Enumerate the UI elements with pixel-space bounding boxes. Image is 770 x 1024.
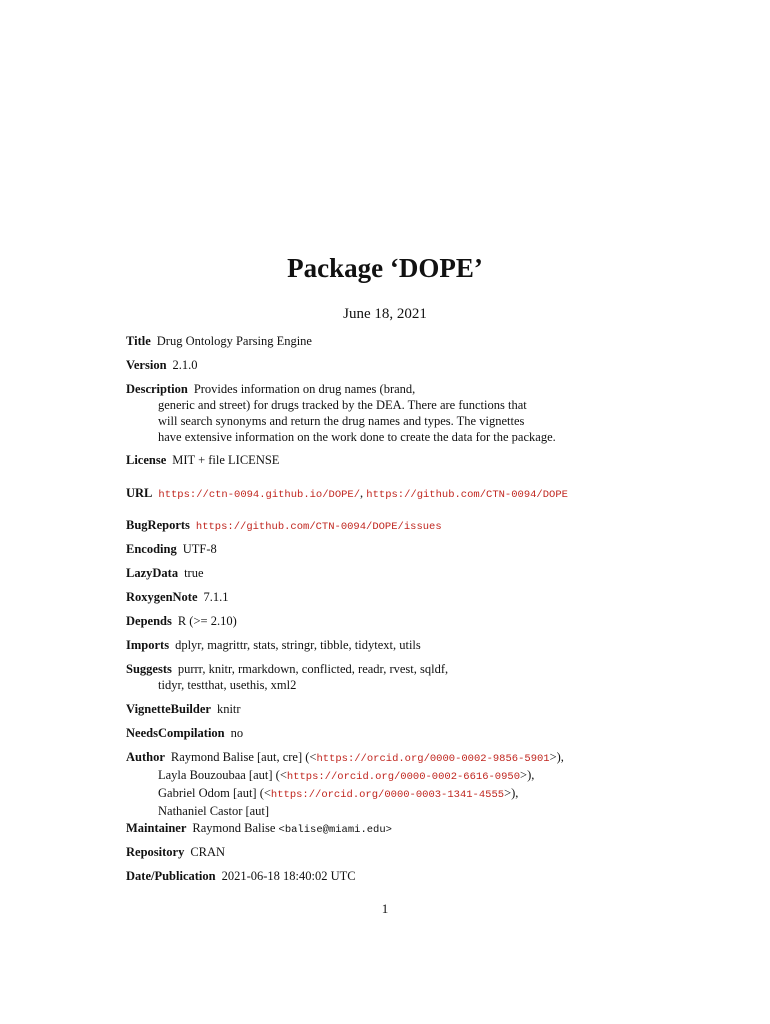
author-2-orcid-link[interactable]: https://orcid.org/0000-0002-6616-0950 xyxy=(286,771,521,783)
suggests-line-1: purrr, knitr, rmarkdown, conflicted, readr, rvest, sqldf, xyxy=(177,662,449,676)
field-key: Title xyxy=(126,334,151,348)
field-imports xyxy=(126,637,646,653)
description-line-3: will search synonyms and return the drug names and types. The vignettes xyxy=(158,414,525,428)
field-value: no xyxy=(230,726,244,740)
maintainer-name: Raymond Balise xyxy=(192,821,279,835)
field-value: UTF-8 xyxy=(182,542,217,556)
field-description xyxy=(126,381,646,445)
package-title: Package ‘DOPE’ xyxy=(287,253,483,283)
field-key: Repository xyxy=(126,845,185,859)
field-maintainer xyxy=(126,820,646,838)
field-title xyxy=(126,333,646,349)
field-value: dplyr, magrittr, stats, stringr, tibble, tidytext, utils xyxy=(175,638,421,652)
field-value: CRAN xyxy=(190,845,226,859)
author-3-suffix: >), xyxy=(504,786,519,800)
field-suggests xyxy=(126,661,646,693)
field-key: Maintainer xyxy=(126,821,187,835)
url-separator: , xyxy=(360,486,367,500)
field-value: true xyxy=(184,566,204,580)
field-lazydata xyxy=(126,565,646,581)
field-vignettebuilder xyxy=(126,701,646,717)
description-line-4: have extensive information on the work done to create the data for the package. xyxy=(158,430,556,444)
field-value: MIT + file LICENSE xyxy=(172,453,280,467)
field-key: Author xyxy=(126,750,165,764)
field-key: NeedsCompilation xyxy=(126,726,225,740)
author-2 xyxy=(126,767,686,785)
author-3 xyxy=(126,785,686,803)
package-date: June 18, 2021 xyxy=(343,306,427,322)
url-link-github[interactable]: https://github.com/CTN-0094/DOPE xyxy=(366,489,568,501)
field-key: Date/Publication xyxy=(126,869,216,883)
author-1-suffix: >), xyxy=(549,750,564,764)
author-3-text: Gabriel Odom [aut] (< xyxy=(158,786,271,800)
author-2-text: Layla Bouzoubaa [aut] (< xyxy=(158,768,287,782)
field-value: R (>= 2.10) xyxy=(177,614,237,628)
field-repository xyxy=(126,844,646,860)
field-roxygennote xyxy=(126,589,646,605)
field-value: 7.1.1 xyxy=(203,590,229,604)
suggests-line-2: tidyr, testthat, usethis, xml2 xyxy=(158,678,297,692)
description-line-1: Provides information on drug names (brand, xyxy=(193,382,416,396)
author-1-text: Raymond Balise [aut, cre] (< xyxy=(170,750,317,764)
field-key: Imports xyxy=(126,638,170,652)
field-key: URL xyxy=(126,486,153,500)
url-link-website[interactable]: https://ctn-0094.github.io/DOPE/ xyxy=(158,489,361,501)
field-version xyxy=(126,357,646,373)
field-key: Suggests xyxy=(126,662,172,676)
field-key: License xyxy=(126,453,167,467)
bugreports-link[interactable]: https://github.com/CTN-0094/DOPE/issues xyxy=(195,521,442,533)
field-value: Drug Ontology Parsing Engine xyxy=(156,334,312,348)
field-key: LazyData xyxy=(126,566,179,580)
field-needscompilation xyxy=(126,725,646,741)
field-key: Encoding xyxy=(126,542,177,556)
field-key: RoxygenNote xyxy=(126,590,198,604)
field-key: BugReports xyxy=(126,518,190,532)
field-key: Depends xyxy=(126,614,172,628)
field-value: 2021-06-18 18:40:02 UTC xyxy=(221,869,356,883)
author-4: Nathaniel Castor [aut] xyxy=(158,804,270,818)
author-2-suffix: >), xyxy=(520,768,535,782)
field-encoding xyxy=(126,541,646,557)
field-value: 2.1.0 xyxy=(172,358,198,372)
field-depends xyxy=(126,613,646,629)
field-license xyxy=(126,452,646,468)
field-key: Version xyxy=(126,358,167,372)
description-line-2: generic and street) for drugs tracked by the DEA. There are functions that xyxy=(158,398,527,412)
field-url xyxy=(126,485,726,503)
field-date-publication xyxy=(126,868,646,884)
field-key: Description xyxy=(126,382,188,396)
field-author xyxy=(126,749,686,819)
field-value: knitr xyxy=(216,702,241,716)
author-1-orcid-link[interactable]: https://orcid.org/0000-0002-9856-5901 xyxy=(316,753,550,765)
page-number: 1 xyxy=(381,901,389,916)
field-bugreports xyxy=(126,517,646,535)
maintainer-email: <balise@miami.edu> xyxy=(278,824,392,836)
author-3-orcid-link[interactable]: https://orcid.org/0000-0003-1341-4555 xyxy=(270,789,505,801)
field-key: VignetteBuilder xyxy=(126,702,211,716)
